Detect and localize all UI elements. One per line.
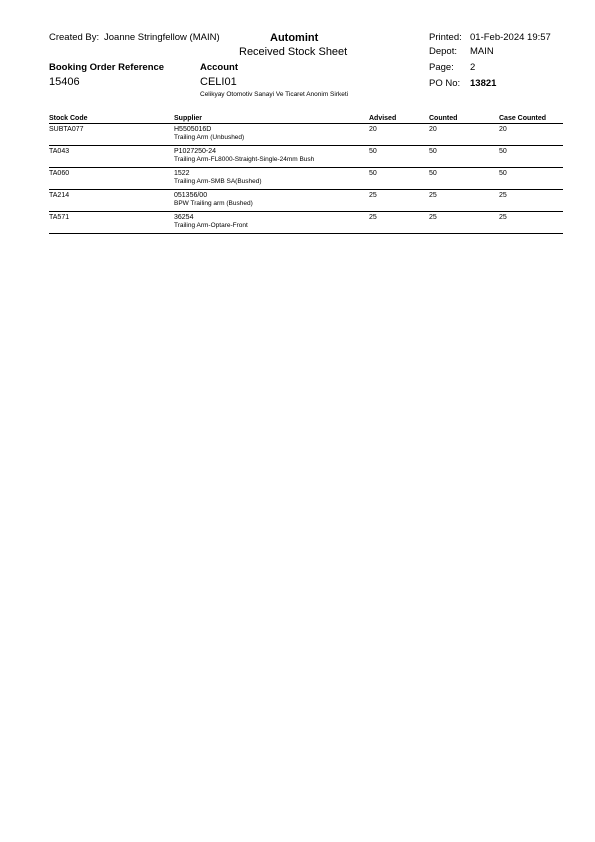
case-counted-cell: 20	[499, 124, 563, 146]
advised-cell: 20	[369, 124, 429, 146]
supplier-code: H5505016D	[174, 126, 212, 133]
col-advised: Advised	[369, 113, 429, 124]
supplier-cell	[174, 124, 369, 146]
table-row	[49, 124, 563, 146]
counted-cell: 25	[429, 190, 499, 212]
depot-value: MAIN	[470, 46, 494, 57]
company-name: Automint	[270, 32, 319, 44]
po-value: 13821	[470, 78, 497, 89]
counted-cell: 50	[429, 168, 499, 190]
counted-cell: 20	[429, 124, 499, 146]
supplier-cell	[174, 190, 369, 212]
booking-value: 15406	[49, 76, 80, 88]
supplier-cell	[174, 168, 369, 190]
table-row	[49, 146, 563, 168]
item-description: Trailing Arm-FL8000-Straight-Single-24mm Bush	[174, 156, 315, 163]
depot-label: Depot:	[429, 46, 457, 57]
table-row	[49, 212, 563, 234]
case-counted-cell: 25	[499, 212, 563, 234]
item-description: Trailing Arm (Unbushed)	[174, 134, 245, 141]
supplier-code: 051356/00	[174, 192, 208, 199]
col-case-counted: Case Counted	[499, 113, 563, 124]
case-counted-cell: 25	[499, 190, 563, 212]
page-label: Page:	[429, 62, 454, 73]
stock-table	[49, 113, 563, 234]
item-description: BPW Trailing arm (Bushed)	[174, 200, 253, 207]
item-description: Trailing Arm-Optare-Front	[174, 222, 248, 229]
printed-label: Printed:	[429, 32, 462, 43]
supplier-code: P1027250-24	[174, 148, 217, 155]
created-by-label: Created By:	[49, 32, 100, 43]
stock-code-cell: TA571	[49, 212, 174, 234]
table-row	[49, 190, 563, 212]
advised-cell: 50	[369, 168, 429, 190]
booking-label: Booking Order Reference	[49, 62, 165, 73]
supplier-cell	[174, 146, 369, 168]
po-label: PO No:	[429, 78, 461, 89]
supplier-code: 1522	[174, 170, 190, 177]
table-row	[49, 168, 563, 190]
col-counted: Counted	[429, 113, 499, 124]
counted-cell: 25	[429, 212, 499, 234]
stock-code-cell: TA214	[49, 190, 174, 212]
col-supplier: Supplier	[174, 113, 369, 124]
item-description: Trailing Arm-SMB SA(Bushed)	[174, 178, 262, 185]
page-value: 2	[470, 62, 476, 73]
advised-cell: 25	[369, 190, 429, 212]
account-label: Account	[200, 62, 238, 73]
table-header-row	[49, 113, 563, 124]
stock-code-cell: TA043	[49, 146, 174, 168]
advised-cell: 25	[369, 212, 429, 234]
supplier-code: 36254	[174, 214, 194, 221]
account-name: Celikyay Otomotiv Sanayi Ve Ticaret Anonim Sirketi	[200, 91, 349, 98]
sheet-title: Received Stock Sheet	[239, 46, 348, 58]
account-value: CELI01	[200, 76, 237, 88]
created-by-value: Joanne Stringfellow (MAIN)	[104, 32, 220, 43]
stock-code-cell: SUBTA077	[49, 124, 174, 146]
stock-code-cell: TA060	[49, 168, 174, 190]
counted-cell: 50	[429, 146, 499, 168]
printed-value: 01-Feb-2024 19:57	[470, 32, 551, 43]
advised-cell: 50	[369, 146, 429, 168]
case-counted-cell: 50	[499, 146, 563, 168]
col-stock-code: Stock Code	[49, 113, 174, 124]
case-counted-cell: 50	[499, 168, 563, 190]
supplier-cell	[174, 212, 369, 234]
